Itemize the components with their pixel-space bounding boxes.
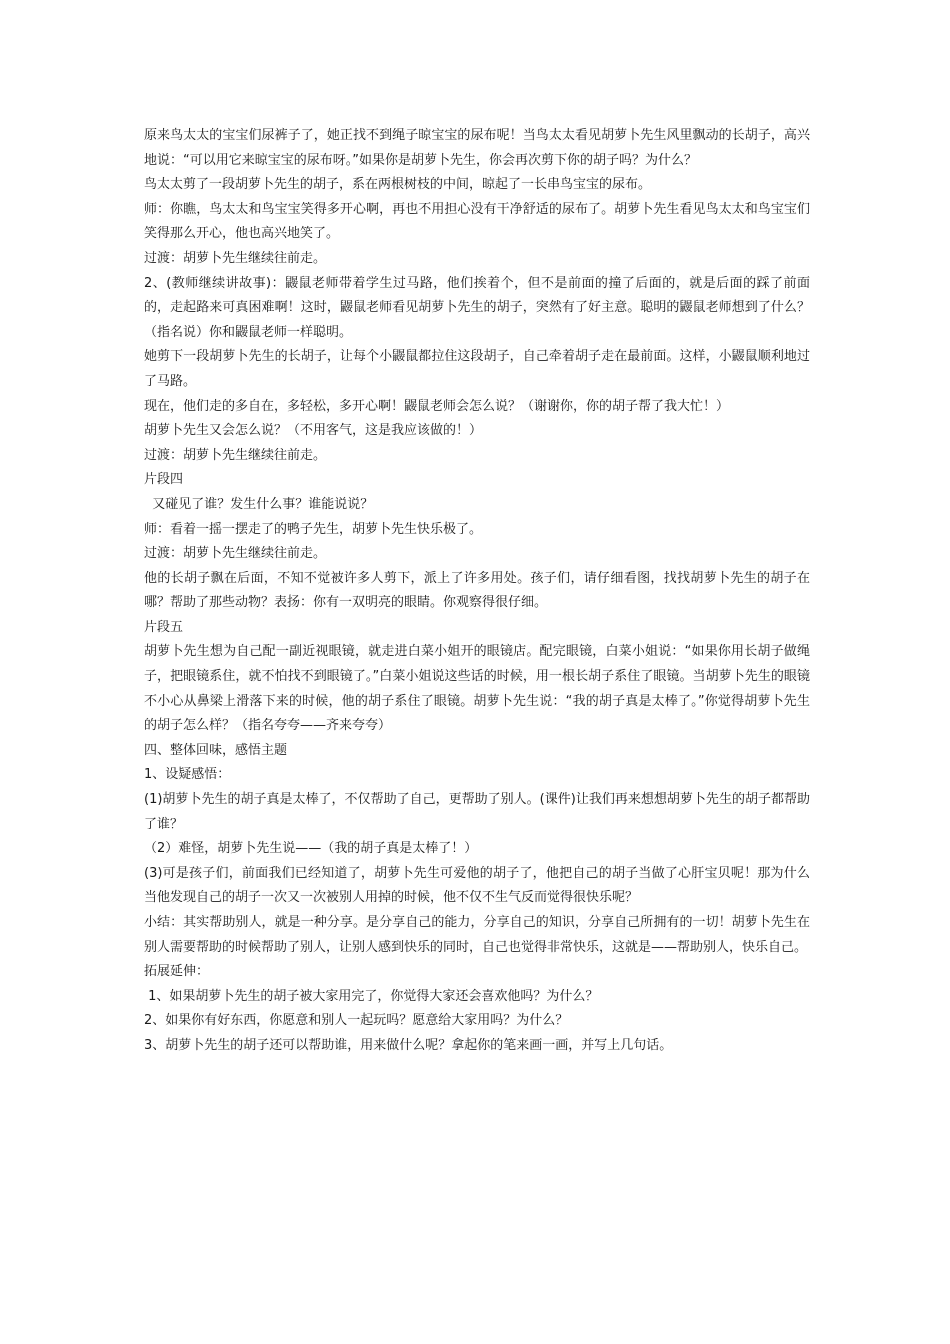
section-heading: 片段五 — [144, 619, 184, 635]
paragraph: 小结：其实帮助别人，就是一种分享。是分享自己的能力，分享自己的知识，分享自己所拥有的一切！胡萝卜先生在别人需要帮助的时候帮助了别人，让别人感到快乐的同时，自己也觉得非常快乐，这就是——帮助别人，快乐自己。 — [144, 915, 810, 955]
paragraph: 师：看着一摇一摆走了的鸭子先生，胡萝卜先生快乐极了。 — [144, 521, 483, 537]
paragraph: 2、如果你有好东西，你愿意和别人一起玩吗？愿意给大家用吗？为什么？ — [144, 1013, 569, 1029]
paragraph: 鸟太太剪了一段胡萝卜先生的胡子，系在两根树枝的中间，晾起了一长串鸟宝宝的尿布。 — [144, 177, 652, 193]
paragraph: (3)可是孩子们，前面我们已经知道了，胡萝卜先生可爱他的胡子了，他把自己的胡子当做了心肝宝贝呢！那为什么当他发现自己的胡子一次又一次被别人用掉的时候，他不仅不生气反而觉得很快乐呢？ — [144, 865, 810, 906]
paragraph: 又碰见了谁？发生什么事？谁能说说？ — [144, 496, 374, 512]
section-heading: 拓展延伸： — [144, 964, 210, 980]
paragraph: 胡萝卜先生又会怎么说？（不用客气，这是我应该做的！） — [144, 423, 483, 439]
paragraph: 1、设疑感悟： — [144, 767, 231, 783]
paragraph: 胡萝卜先生想为自己配一副近视眼镜，就走进白菜小姐开的眼镜店。配完眼镜，白菜小姐说：“如果你用长胡子做绳子，把眼镜系住，就不怕找不到眼镜了。”白菜小姐说这些话的时候，用一根长胡子系住了眼镜。当胡萝卜先生的眼镜不小心从鼻梁上滑落下来的时候，他的胡子系住了眼镜。胡萝卜先生说：“我的胡子真是太棒了。”你觉得胡萝卜先生的胡子怎么样？（指名夸夸——齐来夸夸） — [144, 644, 810, 734]
paragraph: 他的长胡子飘在后面，不知不觉被许多人剪下，派上了许多用处。孩子们，请仔细看图，找找胡萝卜先生的胡子在哪？帮助了那些动物？表扬：你有一双明亮的眼睛。你观察得很仔细。 — [144, 570, 810, 611]
paragraph: （2）难怪，胡萝卜先生说——（我的胡子真是太棒了！） — [144, 841, 478, 857]
paragraph: 2、(教师继续讲故事)：鼹鼠老师带着学生过马路，他们挨着个，但不是前面的撞了后面的，就是后面的踩了前面的，走起路来可真困难啊！这时，鼹鼠老师看见胡萝卜先生的胡子，突然有了好主意。聪明的鼹鼠老师想到了什么？（指名说）你和鼹鼠老师一样聪明。 — [144, 275, 810, 340]
paragraph: 师：你瞧，鸟太太和鸟宝宝笑得多开心啊，再也不用担心没有干净舒适的尿布了。胡萝卜先生看见鸟太太和鸟宝宝们笑得那么开心，他也高兴地笑了。 — [144, 201, 810, 242]
paragraph: 过渡：胡萝卜先生继续往前走。 — [144, 447, 327, 463]
paragraph: 1、如果胡萝卜先生的胡子被大家用完了，你觉得大家还会喜欢他吗？为什么？ — [144, 988, 599, 1004]
paragraph: 过渡：胡萝卜先生继续往前走。 — [144, 250, 327, 266]
paragraph: 过渡：胡萝卜先生继续往前走。 — [144, 546, 327, 562]
paragraph: 原来鸟太太的宝宝们尿裤子了，她正找不到绳子晾宝宝的尿布呢！当鸟太太看见胡萝卜先生风里飘动的长胡子，高兴地说：“可以用它来晾宝宝的尿布呀。”如果你是胡萝卜先生，你会再次剪下你的胡子吗？为什么？ — [144, 128, 810, 168]
paragraph: 现在，他们走的多自在，多轻松，多开心啊！鼹鼠老师会怎么说？（谢谢你，你的胡子帮了我大忙！） — [144, 398, 730, 414]
section-heading: 四、整体回味，感悟主题 — [144, 742, 288, 758]
document-page — [144, 124, 810, 1059]
paragraph: 3、胡萝卜先生的胡子还可以帮助谁，用来做什么呢？拿起你的笔来画一画，并写上几句话。 — [144, 1037, 673, 1053]
section-heading: 片段四 — [144, 472, 184, 488]
paragraph: 她剪下一段胡萝卜先生的长胡子，让每个小鼹鼠都拉住这段胡子，自己牵着胡子走在最前面。这样，小鼹鼠顺利地过了马路。 — [144, 349, 810, 389]
paragraph: (1)胡萝卜先生的胡子真是太棒了，不仅帮助了自己，更帮助了别人。(课件)让我们再来想想胡萝卜先生的胡子都帮助了谁？ — [144, 792, 810, 832]
